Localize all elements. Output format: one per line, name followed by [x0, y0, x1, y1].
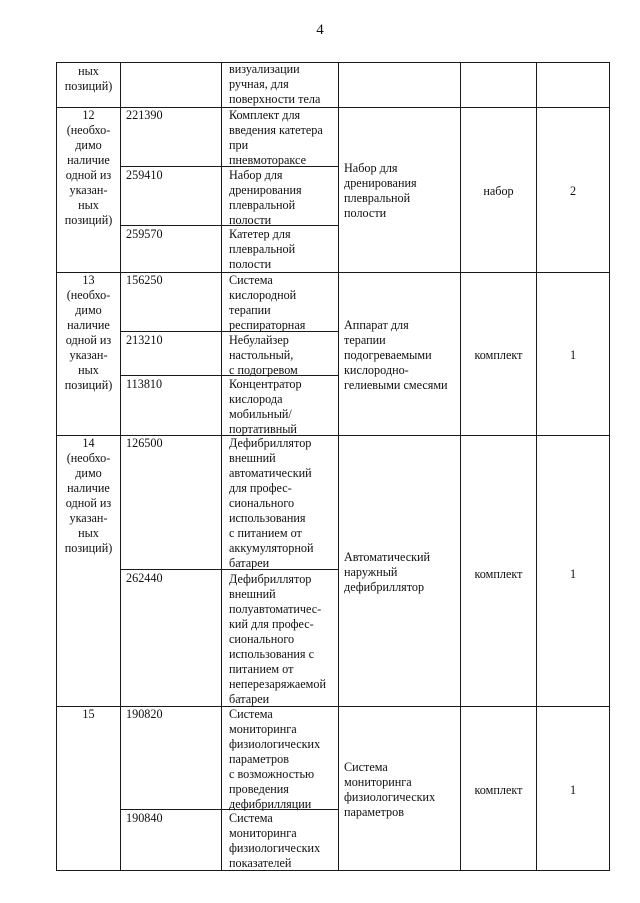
item-code-cell: 213210 — [126, 333, 163, 347]
item-code-cell: 221390 — [126, 108, 163, 122]
column-divider — [221, 62, 222, 871]
unit-cell: комплект — [474, 348, 523, 362]
position-number-cell: 13 (необхо- димо наличие одной из указан- ных позиций) — [64, 273, 113, 392]
item-name-cell: Система мониторинга физиологических показателей — [229, 811, 321, 870]
item-code-cell: 113810 — [126, 377, 163, 391]
item-name-cell: Комплект для введения катетера при пневмотораксе — [229, 108, 323, 167]
item-code-cell: 126500 — [126, 436, 163, 450]
page-number: 4 — [316, 22, 324, 38]
quantity-cell: 1 — [569, 348, 577, 362]
unit-cell: комплект — [474, 783, 523, 797]
item-name-cell: Система мониторинга физиологических параметров с возможностью проведения дефибрилляции — [229, 707, 321, 811]
group-name-cell: Аппарат для терапии подогреваемыми кислородно- гелиевыми смесями — [344, 318, 448, 392]
item-code-cell: 190840 — [126, 811, 163, 825]
item-code-cell: 259570 — [126, 227, 163, 241]
item-code-cell: 156250 — [126, 273, 163, 287]
item-code-cell: 190820 — [126, 707, 163, 721]
column-divider — [338, 62, 339, 871]
group-name-cell: Набор для дренирования плевральной полости — [344, 161, 417, 220]
quantity-cell: 1 — [569, 783, 577, 797]
group-name-cell: Автоматический наружный дефибриллятор — [344, 550, 431, 594]
item-name-cell: Небулайзер настольный, с подогревом — [229, 333, 298, 377]
item-name-cell: Катетер для плевральной полости — [229, 227, 296, 271]
item-code-cell: 262440 — [126, 571, 163, 585]
item-name-cell: Дефибриллятор внешний полуавтоматичес- кий для профес- сионального использования с питанием от неперезаряжаемой батареи — [229, 572, 327, 706]
item-code-cell: 259410 — [126, 168, 163, 182]
unit-cell: набор — [483, 184, 514, 198]
position-number-cell: 15 — [82, 707, 95, 721]
position-number-cell: 14 (необхо- димо наличие одной из указан- ных позиций) — [64, 436, 113, 555]
group-name-cell: Система мониторинга физиологических параметров — [344, 760, 436, 819]
position-number-cell: 12 (необхо- димо наличие одной из указан- ных позиций) — [64, 108, 113, 227]
unit-cell: комплект — [474, 567, 523, 581]
item-name-cell: Система кислородной терапии респираторная — [229, 273, 306, 332]
item-name-cell: Концентратор кислорода мобильный/ портативный — [229, 377, 302, 436]
quantity-cell: 1 — [569, 567, 577, 581]
item-name-cell: визуализации ручная, для поверхности тела — [229, 62, 321, 106]
item-name-cell: Дефибриллятор внешний автоматический для профес- сионального использования с питанием от аккумуляторной батареи — [229, 436, 314, 570]
position-number-cell: ных позиций) — [64, 64, 113, 93]
quantity-cell: 2 — [569, 184, 577, 198]
table-border-right — [609, 62, 610, 871]
item-name-cell: Набор для дренирования плевральной полости — [229, 168, 302, 227]
column-divider — [120, 62, 121, 871]
